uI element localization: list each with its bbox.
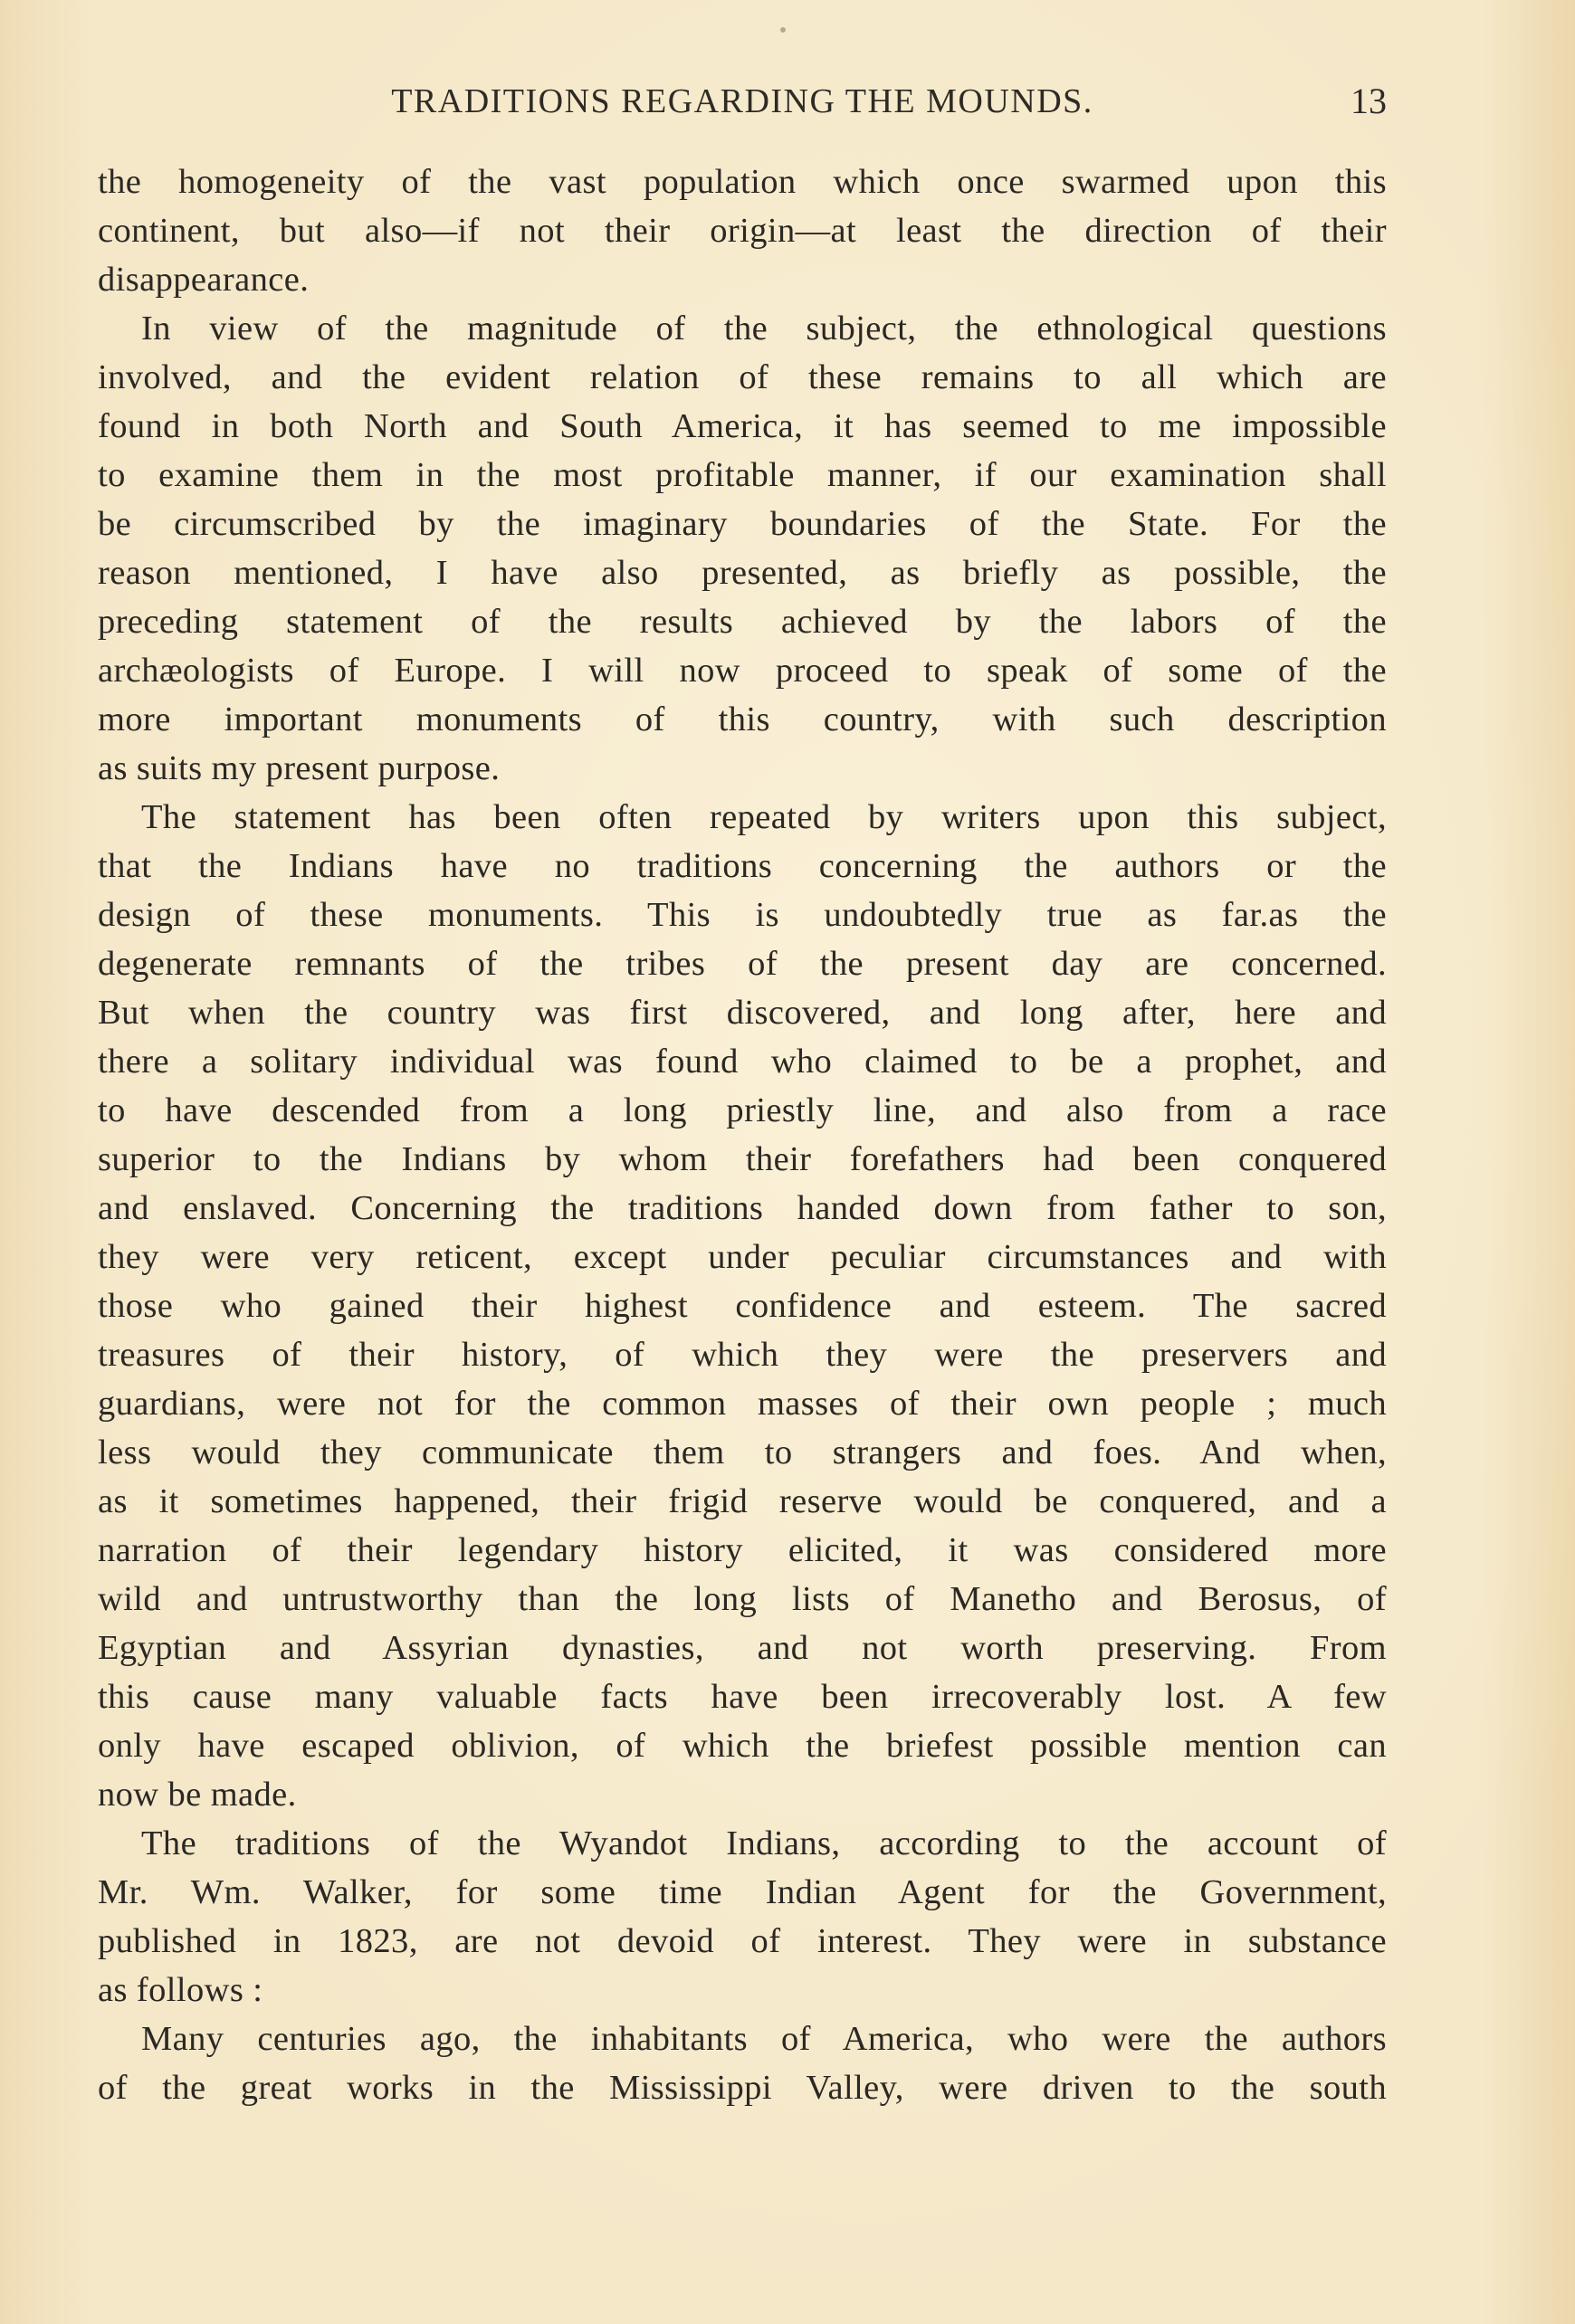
text-line: In view of the magnitude of the subject, the ethnological questions: [141, 310, 1387, 348]
text-line: found in both North and South America, it has seemed to me impossible: [98, 407, 1387, 445]
text-line: only have escaped oblivion, of which the briefest possible mention can: [98, 1727, 1387, 1765]
running-title: TRADITIONS REGARDING THE MOUNDS.: [391, 82, 1093, 120]
text-line: But when the country was first discovered, and long after, here and: [98, 994, 1387, 1032]
text-line: now be made.: [98, 1776, 297, 1814]
text-line: Mr. Wm. Walker, for some time Indian Agent for the Government,: [98, 1873, 1387, 1911]
text-line: they were very reticent, except under peculiar circumstances and with: [98, 1238, 1387, 1276]
text-line: reason mentioned, I have also presented, as briefly as possible, the: [98, 554, 1387, 592]
text-line: as follows :: [98, 1971, 263, 2009]
text-line: to examine them in the most profitable manner, if our examination shall: [98, 456, 1387, 494]
text-line: the homogeneity of the vast population which once swarmed upon this: [98, 163, 1387, 201]
paper-speck: [780, 27, 786, 33]
text-line: The statement has been often repeated by writers upon this subject,: [141, 798, 1387, 836]
body-text: [98, 157, 1387, 2112]
text-line: involved, and the evident relation of these remains to all which are: [98, 358, 1387, 396]
text-line: of the great works in the Mississippi Valley, were driven to the south: [98, 2069, 1387, 2107]
text-line: archæologists of Europe. I will now proceed to speak of some of the: [98, 652, 1387, 690]
page-number: 13: [1351, 81, 1387, 121]
text-line: The traditions of the Wyandot Indians, according to the account of: [141, 1824, 1387, 1862]
text-line: to have descended from a long priestly line, and also from a race: [98, 1091, 1387, 1129]
text-line: narration of their legendary history elicited, it was considered more: [98, 1531, 1387, 1569]
page-header: [98, 76, 1387, 130]
text-line: preceding statement of the results achieved by the labors of the: [98, 603, 1387, 641]
text-line: design of these monuments. This is undoubtedly true as far.as the: [98, 896, 1387, 934]
text-line: treasures of their history, of which they were the preservers and: [98, 1336, 1387, 1374]
text-line: as suits my present purpose.: [98, 749, 501, 787]
text-line: superior to the Indians by whom their forefathers had been conquered: [98, 1140, 1387, 1178]
text-line: as it sometimes happened, their frigid reserve would be conquered, and a: [98, 1482, 1387, 1520]
text-line: and enslaved. Concerning the traditions handed down from father to son,: [98, 1189, 1387, 1227]
text-line: those who gained their highest confidence and esteem. The sacred: [98, 1287, 1387, 1325]
text-line: published in 1823, are not devoid of interest. They were in substance: [98, 1922, 1387, 1960]
text-line: wild and untrustworthy than the long lists of Manetho and Berosus, of: [98, 1580, 1387, 1618]
text-line: that the Indians have no traditions concerning the authors or the: [98, 847, 1387, 885]
text-line: disappearance.: [98, 261, 310, 299]
text-line: this cause many valuable facts have been irrecoverably lost. A few: [98, 1678, 1387, 1716]
text-line: more important monuments of this country, with such description: [98, 700, 1387, 738]
text-line: degenerate remnants of the tribes of the present day are concerned.: [98, 945, 1387, 983]
text-line: less would they communicate them to strangers and foes. And when,: [98, 1433, 1387, 1472]
text-line: be circumscribed by the imaginary boundaries of the State. For the: [98, 505, 1387, 543]
text-line: continent, but also—if not their origin—at least the direction of their: [98, 212, 1387, 250]
text-line: guardians, were not for the common masses of their own people ; much: [98, 1385, 1387, 1423]
text-line: there a solitary individual was found who claimed to be a prophet, and: [98, 1043, 1387, 1081]
text-line: Egyptian and Assyrian dynasties, and not worth preserving. From: [98, 1629, 1387, 1667]
text-line: Many centuries ago, the inhabitants of America, who were the authors: [141, 2020, 1387, 2058]
